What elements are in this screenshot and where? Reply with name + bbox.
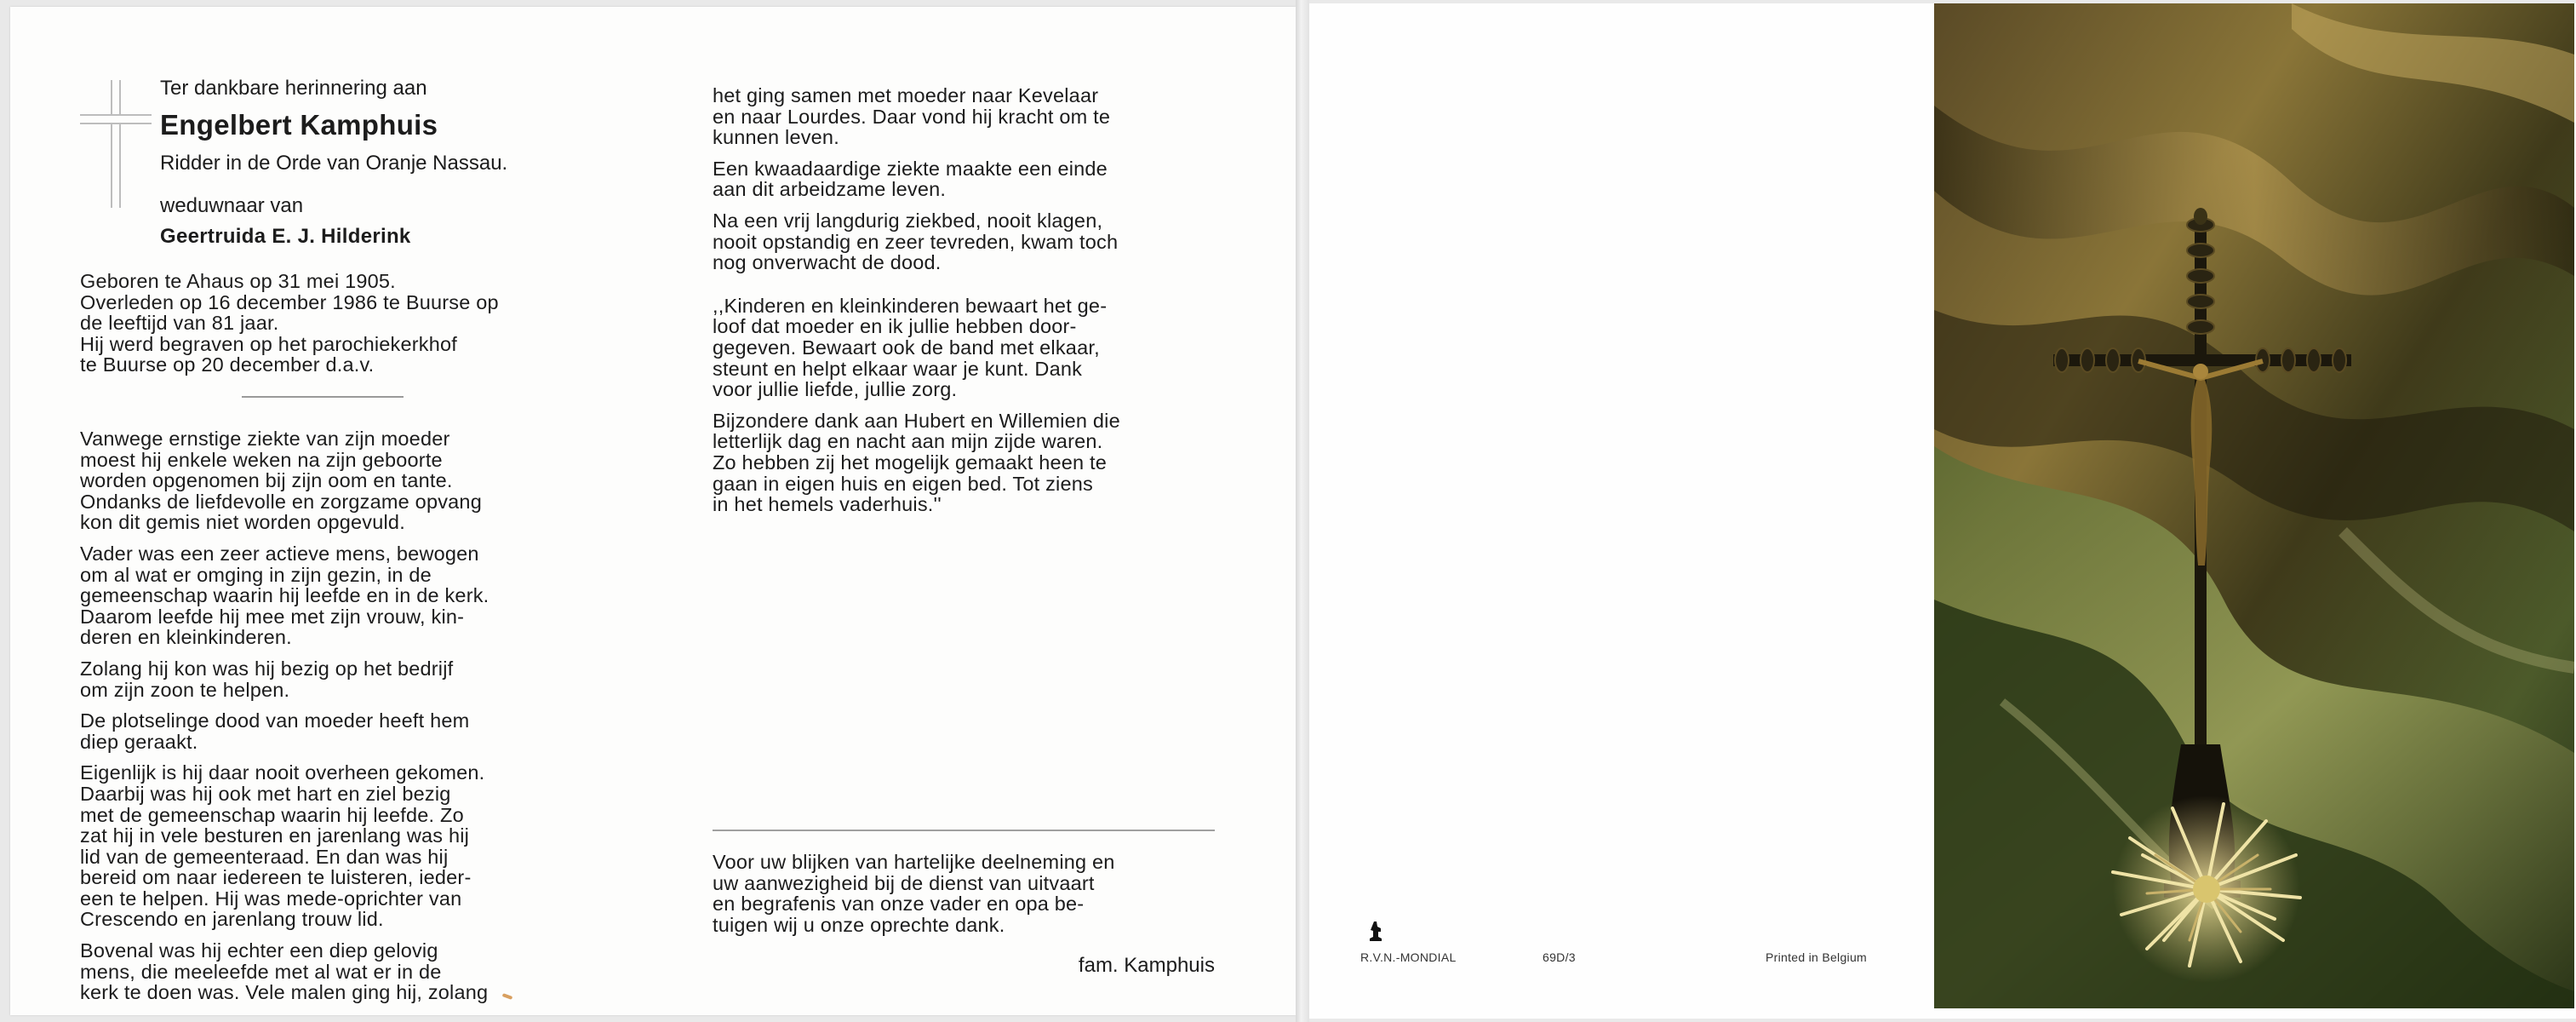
text-line: ,,Kinderen en kleinkinderen bewaart het ge- bbox=[713, 294, 1108, 317]
text-line: Zo hebben zij het mogelijk gemaakt heen te bbox=[713, 451, 1108, 474]
text-line: aan dit arbeidzame leven. bbox=[713, 178, 947, 201]
signature: fam. Kamphuis bbox=[1078, 954, 1215, 977]
biography-paragraph bbox=[80, 658, 581, 700]
biography-paragraph bbox=[80, 710, 581, 752]
text-line: loof dat moeder en ik jullie hebben door- bbox=[713, 315, 1077, 338]
text-line: nog onverwacht de dood. bbox=[713, 251, 942, 274]
text-line: een te helpen. Hij was mede-oprichter van bbox=[80, 887, 462, 910]
text-line: lid van de gemeenteraad. En dan was hij bbox=[80, 845, 449, 868]
text-line: in het hemels vaderhuis.'' bbox=[713, 493, 942, 516]
text-line: Vader was een zeer actieve mens, bewogen bbox=[80, 542, 479, 565]
text-line: Voor uw blijken van hartelijke deelneming en bbox=[713, 851, 1115, 873]
cross-center bbox=[112, 116, 119, 123]
honour: Ridder in de Orde van Oranje Nassau. bbox=[160, 152, 508, 175]
text-line: Daarom leefde hij mee met zijn vrouw, kin- bbox=[80, 605, 465, 628]
spouse-name: Geertruida E. J. Hilderink bbox=[160, 225, 411, 248]
text-line: bereid om naar iedereen te luisteren, ieder- bbox=[80, 866, 472, 889]
text-line: Na een vrij langdurig ziekbed, nooit klagen, bbox=[713, 209, 1103, 232]
text-line: kon dit gemis niet worden opgevuld. bbox=[80, 511, 405, 534]
text-line: moest hij enkele weken na zijn geboorte bbox=[80, 448, 443, 471]
text-line: voor jullie liefde, jullie zorg. bbox=[713, 378, 958, 401]
text-line: letterlijk dag en nacht aan mijn zijde waren. bbox=[713, 430, 1103, 453]
text-line: nooit opstandig en zeer tevreden, kwam toch bbox=[713, 230, 1119, 253]
text-line: Ondanks de liefdevolle en zorgzame opvang bbox=[80, 490, 482, 513]
text-line: kerk te doen was. Vele malen ging hij, zolang bbox=[80, 981, 489, 1004]
life-facts bbox=[80, 271, 581, 386]
second-column bbox=[713, 85, 1215, 525]
life-fact-line: de leeftijd van 81 jaar. bbox=[80, 312, 279, 335]
thanks bbox=[713, 852, 1215, 945]
quote-paragraph bbox=[713, 411, 1215, 515]
publisher: R.V.N.-MONDIAL bbox=[1360, 950, 1457, 964]
text-line: kunnen leven. bbox=[713, 126, 839, 149]
cross-icon bbox=[111, 80, 121, 208]
text-line: deren en kleinkinderen. bbox=[80, 626, 292, 649]
column-paragraph bbox=[713, 85, 1215, 148]
text-line: Zolang hij kon was hij bezig op het bedrijf bbox=[80, 657, 454, 680]
column-paragraph bbox=[713, 158, 1215, 200]
life-fact-line: Overleden op 16 december 1986 te Buurse op bbox=[80, 290, 499, 313]
life-fact-line: Hij werd begraven op het parochiekerkhof bbox=[80, 332, 458, 355]
divider bbox=[242, 396, 404, 398]
publisher-logo-icon bbox=[1366, 920, 1385, 942]
text-line: gaan in eigen huis en eigen bed. Tot ziens bbox=[713, 472, 1093, 495]
text-line: met de gemeenschap waarin hij leefde. Zo bbox=[80, 803, 464, 826]
printed-in: Printed in Belgium bbox=[1766, 950, 1868, 964]
text-line: Vanwege ernstige ziekte van zijn moeder bbox=[80, 428, 450, 450]
life-fact-line: te Buurse op 20 december d.a.v. bbox=[80, 353, 375, 376]
text-line: en begrafenis van onze vader en opa be- bbox=[713, 893, 1085, 916]
text-line: en naar Lourdes. Daar vond hij kracht om te bbox=[713, 105, 1111, 128]
dedication: Ter dankbare herinnering aan bbox=[160, 77, 427, 100]
text-line: zat hij in vele besturen en jarenlang was hij bbox=[80, 824, 470, 847]
text-line: om al wat er omging in zijn gezin, in de bbox=[80, 563, 432, 586]
text-line: Crescendo en jarenlang trouw lid. bbox=[80, 908, 384, 931]
crucifix-photo bbox=[1934, 3, 2574, 1008]
text-line: gegeven. Bewaart ook de band met elkaar, bbox=[713, 336, 1100, 359]
text-line: mens, die meeleefde met al wat er in de bbox=[80, 960, 442, 983]
deceased-name: Engelbert Kamphuis bbox=[160, 109, 438, 141]
text-line: Daarbij was hij ook met hart en ziel bezig bbox=[80, 782, 451, 805]
biography-paragraph bbox=[80, 762, 581, 930]
text-line: gemeenschap waarin hij leefde en in de kerk. bbox=[80, 584, 489, 607]
card-code: 69D/3 bbox=[1543, 950, 1576, 964]
widower-label: weduwnaar van bbox=[160, 194, 304, 217]
quote-paragraph bbox=[713, 296, 1215, 400]
text-line: om zijn zoon te helpen. bbox=[80, 678, 290, 701]
text-line: Eigenlijk is hij daar nooit overheen gekomen. bbox=[80, 761, 485, 784]
biography-paragraph bbox=[80, 428, 581, 533]
life-fact-line: Geboren te Ahaus op 31 mei 1905. bbox=[80, 270, 396, 292]
text-line: Een kwaadaardige ziekte maakte een einde bbox=[713, 157, 1108, 180]
text-line: De plotselinge dood van moeder heeft hem bbox=[80, 709, 470, 732]
card-fold bbox=[1296, 0, 1309, 1022]
heading-block bbox=[160, 77, 637, 249]
text-line: uw aanwezigheid bij de dienst van uitvaart bbox=[713, 871, 1095, 894]
text-line: Bovenal was hij echter een diep gelovig bbox=[80, 939, 438, 962]
biography-paragraph bbox=[80, 543, 581, 648]
text-line: diep geraakt. bbox=[80, 730, 198, 753]
text-line: het ging samen met moeder naar Kevelaar bbox=[713, 84, 1099, 106]
text-line: worden opgenomen bij zijn oom en tante. bbox=[80, 469, 453, 492]
column-paragraph bbox=[713, 210, 1215, 273]
text-line: steunt en helpt elkaar waar je kunt. Dank bbox=[713, 357, 1083, 380]
biography bbox=[80, 428, 581, 1013]
text-line: tuigen wij u onze oprechte dank. bbox=[713, 913, 1005, 936]
chrysanthemum-flower bbox=[2113, 795, 2300, 983]
divider bbox=[713, 830, 1215, 831]
text-line: Bijzondere dank aan Hubert en Willemien die bbox=[713, 409, 1120, 432]
card-inside bbox=[10, 7, 1296, 1015]
